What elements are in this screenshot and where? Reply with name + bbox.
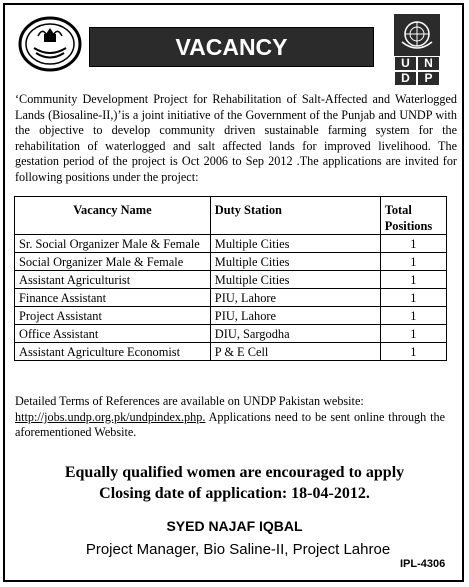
undp-jobs-link[interactable]: http://jobs.undp.org.pk/undpindex.php. [15,409,206,424]
vacancy-table [14,196,447,361]
duty-station: Multiple Cities [210,253,380,271]
total-positions: 1 [380,253,446,271]
header-duty-station: Duty Station [210,197,380,235]
table-row [15,325,447,343]
undp-letter: U [394,56,417,71]
total-positions: 1 [380,325,446,343]
vacancy-name: Office Assistant [15,325,211,343]
closing-date: Closing date of application: 18-04-2012. [99,485,370,502]
vacancy-announcement-banner: VACANCY ANNOUNCEMENT [89,27,374,67]
total-positions: 1 [380,343,446,361]
punjab-government-logo-icon [18,14,82,72]
table-row [15,235,447,253]
table-row [15,307,447,325]
un-emblem-block [394,14,440,56]
duty-station: PIU, Lahore [210,307,380,325]
header-total-positions: Total Positions [380,197,446,235]
terms-apply-text: Applications need to be sent online through the aforementioned Website. [15,409,445,440]
ad-reference-code: IPL-4306 [400,558,446,570]
undp-letters [394,56,440,85]
duty-station: P & E Cell [210,343,380,361]
table-row [15,271,447,289]
undp-letter: P [417,71,440,86]
terms-paragraph [15,394,445,441]
signer-designation: Project Manager, Bio Saline-II, Project Lahroe [85,541,391,558]
terms-intro-text: Detailed Terms of References are available on UNDP Pakistan website: [15,394,364,408]
undp-letter: D [394,71,417,86]
total-positions: 1 [380,307,446,325]
table-row [15,343,447,361]
vacancy-name: Sr. Social Organizer Male & Female [15,235,211,253]
vacancy-name: Project Assistant [15,307,211,325]
vacancy-name: Social Organizer Male & Female [15,253,211,271]
vacancy-name: Finance Assistant [15,289,211,307]
undp-letter: N [417,56,440,71]
total-positions: 1 [380,271,446,289]
vacancy-name: Assistant Agriculturist [15,271,211,289]
table-row [15,289,447,307]
header-vacancy-name: Vacancy Name [15,197,211,235]
women-encouraged-note: Equally qualified women are encouraged to apply [64,464,405,481]
intro-paragraph: ‘Community Development Project for Rehabilitation of Salt-Affected and Waterlogged Lands (Biosaline-II,)’is a joint initiative of the Government of the Punjab and UNDP with the objective to develop community driven sustainable farming system for the rehabilitation of waterlogged and salt affected lands for improved livelihood. The gestation period of the project is Oct 2006 to Sep 2012 .The applications are invited for following positions under the project: [15,92,457,184]
total-positions: 1 [380,235,446,253]
vacancy-name: Assistant Agriculture Economist [15,343,211,361]
duty-station: Multiple Cities [210,271,380,289]
table-row [15,253,447,271]
duty-station: PIU, Lahore [210,289,380,307]
duty-station: DIU, Sargodha [210,325,380,343]
un-emblem-icon [394,14,440,56]
undp-logo [394,14,440,85]
total-positions: 1 [380,289,446,307]
table-header-row [15,197,447,235]
signer-name: SYED NAJAF IQBAL [166,518,303,534]
duty-station: Multiple Cities [210,235,380,253]
